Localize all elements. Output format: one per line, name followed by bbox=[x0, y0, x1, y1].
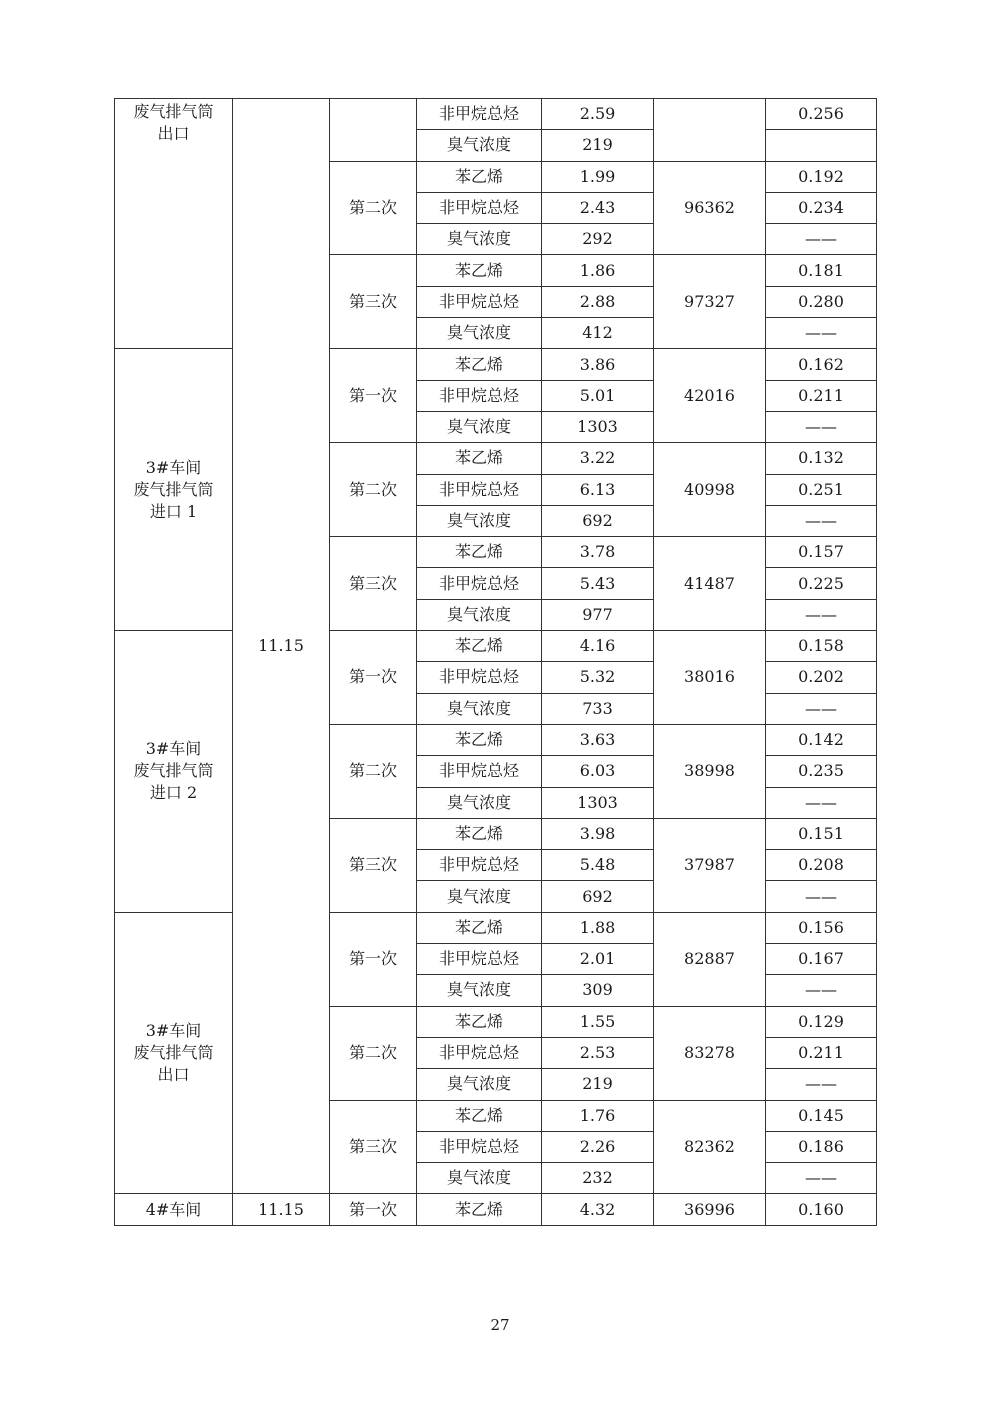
pollutant-cell: 臭气浓度 bbox=[417, 881, 542, 912]
pollutant-cell: 苯乙烯 bbox=[417, 818, 542, 849]
pollutant-cell: 苯乙烯 bbox=[417, 349, 542, 380]
pollutant-cell: 非甲烷总烃 bbox=[417, 380, 542, 411]
concentration-cell: 5.43 bbox=[542, 568, 654, 599]
emission-rate-cell: 0.280 bbox=[766, 286, 877, 317]
concentration-cell: 219 bbox=[542, 130, 654, 161]
emission-rate-cell: 0.167 bbox=[766, 944, 877, 975]
emission-rate-cell: 0.142 bbox=[766, 724, 877, 755]
emission-rate-cell: 0.157 bbox=[766, 537, 877, 568]
pollutant-cell: 非甲烷总烃 bbox=[417, 850, 542, 881]
emission-rate-cell: 0.145 bbox=[766, 1100, 877, 1131]
round-cell bbox=[330, 99, 417, 162]
concentration-cell: 1.99 bbox=[542, 161, 654, 192]
concentration-cell: 1.86 bbox=[542, 255, 654, 286]
concentration-cell: 2.59 bbox=[542, 99, 654, 130]
emission-rate-cell: 0.235 bbox=[766, 756, 877, 787]
pollutant-cell: 苯乙烯 bbox=[417, 724, 542, 755]
flow-rate-cell: 38016 bbox=[654, 631, 766, 725]
concentration-cell: 3.86 bbox=[542, 349, 654, 380]
concentration-cell: 2.88 bbox=[542, 286, 654, 317]
pollutant-cell: 臭气浓度 bbox=[417, 224, 542, 255]
flow-rate-cell: 83278 bbox=[654, 1006, 766, 1100]
emission-rate-cell: —— bbox=[766, 411, 877, 442]
emission-rate-cell: —— bbox=[766, 787, 877, 818]
concentration-cell: 5.32 bbox=[542, 662, 654, 693]
round-cell: 第一次 bbox=[330, 631, 417, 725]
pollutant-cell: 臭气浓度 bbox=[417, 787, 542, 818]
round-cell: 第二次 bbox=[330, 161, 417, 255]
pollutant-cell: 苯乙烯 bbox=[417, 1100, 542, 1131]
concentration-cell: 6.13 bbox=[542, 474, 654, 505]
pollutant-cell: 臭气浓度 bbox=[417, 411, 542, 442]
emission-rate-cell: —— bbox=[766, 1163, 877, 1194]
emission-rate-cell: —— bbox=[766, 599, 877, 630]
location-cell: 4#车间 bbox=[115, 1194, 233, 1225]
pollutant-cell: 苯乙烯 bbox=[417, 255, 542, 286]
pollutant-cell: 非甲烷总烃 bbox=[417, 1131, 542, 1162]
pollutant-cell: 臭气浓度 bbox=[417, 975, 542, 1006]
pollutant-cell: 臭气浓度 bbox=[417, 693, 542, 724]
pollutant-cell: 非甲烷总烃 bbox=[417, 99, 542, 130]
round-cell: 第三次 bbox=[330, 255, 417, 349]
date-cell: 11.15 bbox=[233, 99, 330, 1194]
round-cell: 第一次 bbox=[330, 349, 417, 443]
emission-rate-cell: —— bbox=[766, 505, 877, 536]
emission-rate-cell: 0.160 bbox=[766, 1194, 877, 1225]
emission-rate-cell: —— bbox=[766, 224, 877, 255]
concentration-cell: 1.76 bbox=[542, 1100, 654, 1131]
concentration-cell: 2.53 bbox=[542, 1037, 654, 1068]
emission-rate-cell: 0.186 bbox=[766, 1131, 877, 1162]
emission-rate-cell: 0.151 bbox=[766, 818, 877, 849]
emission-rate-cell: —— bbox=[766, 693, 877, 724]
concentration-cell: 4.16 bbox=[542, 631, 654, 662]
concentration-cell: 733 bbox=[542, 693, 654, 724]
flow-rate-cell: 96362 bbox=[654, 161, 766, 255]
flow-rate-cell: 82362 bbox=[654, 1100, 766, 1194]
pollutant-cell: 苯乙烯 bbox=[417, 1006, 542, 1037]
concentration-cell: 692 bbox=[542, 505, 654, 536]
concentration-cell: 5.48 bbox=[542, 850, 654, 881]
flow-rate-cell: 36996 bbox=[654, 1194, 766, 1225]
flow-rate-cell: 97327 bbox=[654, 255, 766, 349]
emission-rate-cell: 0.202 bbox=[766, 662, 877, 693]
emission-rate-cell: —— bbox=[766, 975, 877, 1006]
flow-rate-cell: 38998 bbox=[654, 724, 766, 818]
concentration-cell: 3.78 bbox=[542, 537, 654, 568]
flow-rate-cell bbox=[654, 99, 766, 162]
pollutant-cell: 苯乙烯 bbox=[417, 912, 542, 943]
emission-rate-cell: —— bbox=[766, 318, 877, 349]
pollutant-cell: 苯乙烯 bbox=[417, 443, 542, 474]
concentration-cell: 232 bbox=[542, 1163, 654, 1194]
concentration-cell: 3.22 bbox=[542, 443, 654, 474]
date-cell: 11.15 bbox=[233, 1194, 330, 1225]
pollutant-cell: 臭气浓度 bbox=[417, 505, 542, 536]
flow-rate-cell: 41487 bbox=[654, 537, 766, 631]
pollutant-cell: 非甲烷总烃 bbox=[417, 1037, 542, 1068]
round-cell: 第一次 bbox=[330, 912, 417, 1006]
location-cell: 废气排气筒 出口 bbox=[115, 99, 233, 349]
emission-rate-cell: 0.256 bbox=[766, 99, 877, 130]
round-cell: 第一次 bbox=[330, 1194, 417, 1225]
location-cell: 3#车间 废气排气筒 出口 bbox=[115, 912, 233, 1194]
round-cell: 第二次 bbox=[330, 443, 417, 537]
emission-rate-cell: 0.132 bbox=[766, 443, 877, 474]
concentration-cell: 1303 bbox=[542, 787, 654, 818]
table-row bbox=[115, 349, 877, 380]
emission-rate-cell: 0.234 bbox=[766, 192, 877, 223]
pollutant-cell: 非甲烷总烃 bbox=[417, 568, 542, 599]
table-row bbox=[115, 1194, 877, 1225]
pollutant-cell: 臭气浓度 bbox=[417, 1069, 542, 1100]
emission-rate-cell: 0.129 bbox=[766, 1006, 877, 1037]
concentration-cell: 1.88 bbox=[542, 912, 654, 943]
pollutant-cell: 非甲烷总烃 bbox=[417, 474, 542, 505]
concentration-cell: 412 bbox=[542, 318, 654, 349]
pollutant-cell: 非甲烷总烃 bbox=[417, 192, 542, 223]
emission-rate-cell: 0.181 bbox=[766, 255, 877, 286]
concentration-cell: 692 bbox=[542, 881, 654, 912]
round-cell: 第三次 bbox=[330, 537, 417, 631]
pollutant-cell: 非甲烷总烃 bbox=[417, 756, 542, 787]
concentration-cell: 292 bbox=[542, 224, 654, 255]
concentration-cell: 2.01 bbox=[542, 944, 654, 975]
emission-rate-cell: 0.211 bbox=[766, 380, 877, 411]
table-row bbox=[115, 631, 877, 662]
pollutant-cell: 非甲烷总烃 bbox=[417, 944, 542, 975]
concentration-cell: 219 bbox=[542, 1069, 654, 1100]
emission-rate-cell: —— bbox=[766, 881, 877, 912]
table-row bbox=[115, 99, 877, 130]
emission-rate-cell: 0.211 bbox=[766, 1037, 877, 1068]
concentration-cell: 4.32 bbox=[542, 1194, 654, 1225]
flow-rate-cell: 40998 bbox=[654, 443, 766, 537]
pollutant-cell: 臭气浓度 bbox=[417, 1163, 542, 1194]
pollutant-cell: 臭气浓度 bbox=[417, 599, 542, 630]
flow-rate-cell: 37987 bbox=[654, 818, 766, 912]
emission-rate-cell: 0.251 bbox=[766, 474, 877, 505]
round-cell: 第二次 bbox=[330, 724, 417, 818]
concentration-cell: 6.03 bbox=[542, 756, 654, 787]
round-cell: 第三次 bbox=[330, 818, 417, 912]
concentration-cell: 2.43 bbox=[542, 192, 654, 223]
location-cell: 3#车间 废气排气筒 进口 2 bbox=[115, 631, 233, 913]
concentration-cell: 3.98 bbox=[542, 818, 654, 849]
table-row bbox=[115, 912, 877, 943]
flow-rate-cell: 42016 bbox=[654, 349, 766, 443]
concentration-cell: 1.55 bbox=[542, 1006, 654, 1037]
pollutant-cell: 苯乙烯 bbox=[417, 631, 542, 662]
concentration-cell: 3.63 bbox=[542, 724, 654, 755]
pollutant-cell: 苯乙烯 bbox=[417, 161, 542, 192]
round-cell: 第二次 bbox=[330, 1006, 417, 1100]
emission-rate-cell bbox=[766, 130, 877, 161]
pollutant-cell: 臭气浓度 bbox=[417, 318, 542, 349]
concentration-cell: 977 bbox=[542, 599, 654, 630]
page-number: 27 bbox=[490, 1316, 510, 1334]
emission-rate-cell: 0.192 bbox=[766, 161, 877, 192]
concentration-cell: 309 bbox=[542, 975, 654, 1006]
flow-rate-cell: 82887 bbox=[654, 912, 766, 1006]
pollutant-cell: 臭气浓度 bbox=[417, 130, 542, 161]
emission-rate-cell: 0.208 bbox=[766, 850, 877, 881]
round-cell: 第三次 bbox=[330, 1100, 417, 1194]
emission-rate-cell: 0.156 bbox=[766, 912, 877, 943]
pollutant-cell: 苯乙烯 bbox=[417, 537, 542, 568]
emission-rate-cell: 0.158 bbox=[766, 631, 877, 662]
location-cell: 3#车间 废气排气筒 进口 1 bbox=[115, 349, 233, 631]
pollutant-cell: 苯乙烯 bbox=[417, 1194, 542, 1225]
emission-rate-cell: 0.162 bbox=[766, 349, 877, 380]
emission-rate-cell: —— bbox=[766, 1069, 877, 1100]
emission-rate-cell: 0.225 bbox=[766, 568, 877, 599]
monitoring-table bbox=[114, 98, 877, 1226]
concentration-cell: 5.01 bbox=[542, 380, 654, 411]
pollutant-cell: 非甲烷总烃 bbox=[417, 286, 542, 317]
pollutant-cell: 非甲烷总烃 bbox=[417, 662, 542, 693]
concentration-cell: 2.26 bbox=[542, 1131, 654, 1162]
concentration-cell: 1303 bbox=[542, 411, 654, 442]
